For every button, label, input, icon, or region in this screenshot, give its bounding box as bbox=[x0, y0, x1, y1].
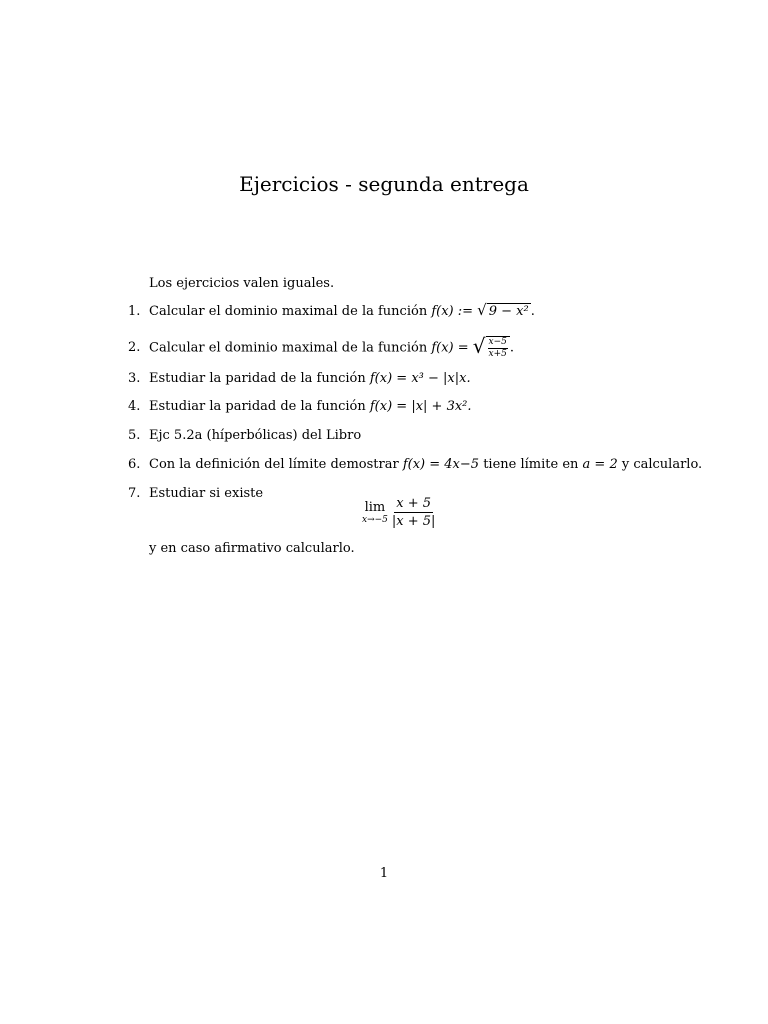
exercise-1: 1. Calcular el dominio maximal de la función f(x) := √ 9 − x² . bbox=[128, 301, 535, 319]
exercise-text: Calcular el dominio maximal de la función bbox=[149, 303, 432, 319]
sqrt-expression: √ 9 − x² bbox=[477, 301, 529, 319]
exercise-number: 7. bbox=[128, 486, 141, 501]
exercise-number: 4. bbox=[128, 399, 141, 414]
exercise-4 bbox=[128, 399, 472, 414]
exercise-text: Estudiar la paridad de la función bbox=[149, 371, 370, 386]
document-title: Ejercicios - segunda entrega bbox=[239, 172, 529, 196]
exercise-2: 2. Calcular el dominio maximal de la función f(x) = √ $\frac{x-5}{x+5}$ . bbox=[128, 334, 515, 359]
exercise-text: Calcular el dominio maximal de la función bbox=[149, 340, 432, 356]
math-expression: f(x) := bbox=[431, 303, 474, 319]
page-number: 1 bbox=[379, 866, 389, 881]
exercise-number: 2. bbox=[128, 340, 141, 356]
exercise-text: Estudiar si existe bbox=[149, 486, 264, 501]
limit-operator: lim x→−5 bbox=[362, 500, 388, 525]
math-expression: f(x) = |x| + 3x². bbox=[369, 399, 472, 414]
math-expression: a = 2 bbox=[582, 457, 618, 472]
intro-text: Los ejercicios valen iguales. bbox=[149, 276, 335, 291]
exercise-number: 5. bbox=[128, 428, 141, 443]
exercise-text: Con la definición del límite demostrar bbox=[149, 457, 403, 472]
exercise-text: Ejc 5.2a (híperbólicas) del Libro bbox=[149, 428, 362, 443]
exercise-3 bbox=[128, 371, 471, 386]
closing-text: y en caso afirmativo calcularlo. bbox=[149, 541, 355, 556]
exercise-6: 6. Con la definición del límite demostrar f(x) = 4x−5 tiene límite en a = 2 y calcularlo. bbox=[128, 457, 703, 472]
math-expression: f(x) = 4x−5 bbox=[402, 457, 480, 472]
exercise-number: 6. bbox=[128, 457, 141, 472]
exercise-number: 1. bbox=[128, 303, 141, 319]
limit-fraction: x + 5 |x + 5| bbox=[391, 496, 436, 529]
sqrt-fraction: √ $\frac{x-5}{x+5}$ bbox=[473, 336, 510, 360]
exercise-7 bbox=[128, 486, 263, 501]
exercise-5 bbox=[128, 428, 361, 443]
limit-expression bbox=[362, 496, 435, 529]
exercise-number: 3. bbox=[128, 371, 141, 386]
math-expression: f(x) = x³ − |x|x. bbox=[369, 371, 471, 386]
math-expression: f(x) = bbox=[431, 340, 469, 356]
exercise-text: Estudiar la paridad de la función bbox=[149, 399, 370, 414]
